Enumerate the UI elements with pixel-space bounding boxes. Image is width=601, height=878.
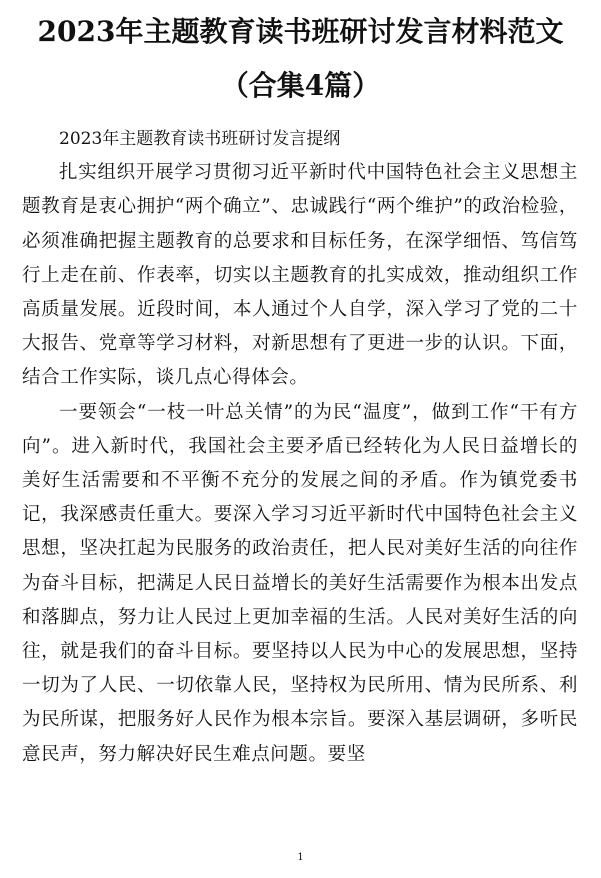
- section-heading: 2023年主题教育读书班研讨发言提纲: [59, 129, 341, 149]
- paragraph-point-one: 一要领会“一枝一叶总关情”的为民“温度”，做到工作“干有方向”。进入新时代，我国社会主要矛盾已经转化为人民日益增长的美好生活需要和不平衡不充分的发展之间的矛盾。作为镇党委书记，我深感责任重大。要深入学习习近平新时代中国特色社会主义思想，坚决扛起为民服务的政治责任，把人民对美好生活的向往作为奋斗目标，把满足人民日益增长的美好生活需要作为根本出发点和落脚点，努力让人民过上更加幸福的生活。人民对美好生活的向往，就是我们的奋斗目标。要坚持以人民为中心的发展思想，坚持一切为了人民、一切依靠人民，坚持权为民所用、情为民所系、利为民所谋，把服务好人民作为根本宗旨。要深入基层调研，多听民意民声，努力解决好民生难点问题。要坚: [22, 401, 578, 765]
- document-body: [22, 122, 578, 772]
- page-number: 1: [297, 852, 304, 863]
- document-title: 2023年主题教育读书班研讨发言材料范文: [37, 15, 564, 48]
- paragraph-intro: 扎实组织开展学习贯彻习近平新时代中国特色社会主义思想主题教育是衷心拥护“两个确立”、忠诚践行“两个维护”的政治检验，必须准确把握主题教育的总要求和目标任务，在深学细悟、笃信笃行上走在前、作表率，切实以主题教育的扎实成效，推动组织工作高质量发展。近段时间，本人通过个人自学，深入学习了党的二十大报告、党章等学习材料，对新思想有了更进一步的认识。下面，结合工作实际，谈几点心得体会。: [22, 162, 578, 389]
- document-subtitle: （合集4篇）: [220, 69, 381, 102]
